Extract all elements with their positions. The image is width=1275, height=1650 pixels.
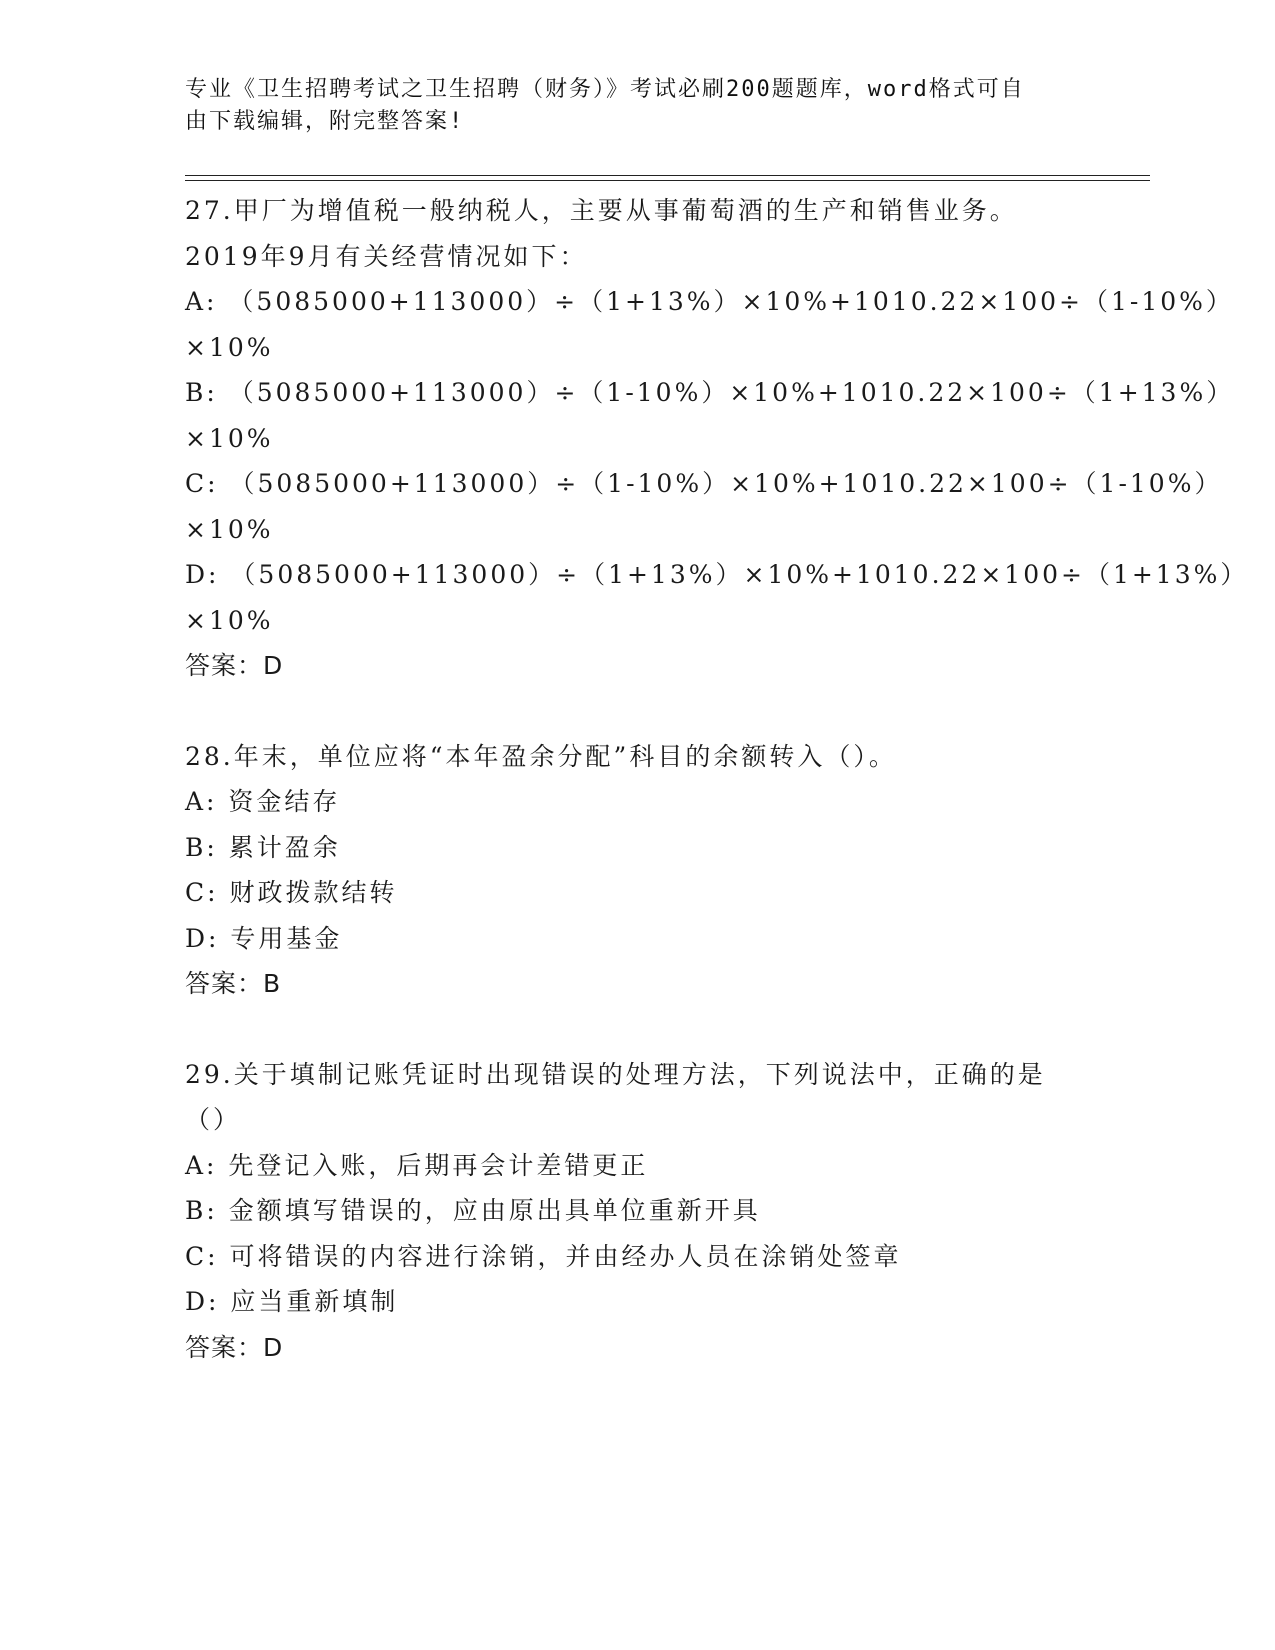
- option-c: C: 财政拨款结转: [185, 878, 398, 907]
- question-spacer: [185, 1007, 1085, 1052]
- option-b: B: 金额填写错误的，应由原出具单位重新开具: [185, 1196, 761, 1225]
- option-a: A: （5085000+113000）÷（1+13%）×10%+1010.22×100÷（1-10%）: [185, 287, 1234, 316]
- question-stem-line: 2019年9月有关经营情况如下：: [185, 241, 588, 271]
- question-stem-line: （）: [185, 1105, 242, 1134]
- document-header: [185, 74, 1065, 138]
- option-a: A: 资金结存: [185, 787, 341, 816]
- question-stem-line: 29.关于填制记账凭证时出现错误的处理方法，下列说法中，正确的是: [185, 1059, 1046, 1089]
- header-divider-bottom: [185, 180, 1150, 181]
- question-29: [185, 1052, 1085, 1371]
- option-b: B: （5085000+113000）÷（1-10%）×10%+1010.22×100÷（1+13%）: [185, 378, 1235, 407]
- option-b: B: 累计盈余: [185, 832, 341, 862]
- option-d: D: 应当重新填制: [185, 1287, 399, 1316]
- question-27: [185, 188, 1249, 689]
- option-a-continuation: ×10%: [185, 332, 274, 362]
- option-c: C: （5085000+113000）÷（1-10%）×10%+1010.22×100÷（1-10%）: [185, 469, 1223, 498]
- option-b-continuation: ×10%: [185, 423, 274, 453]
- header-line-2: 由下载编辑，附完整答案!: [185, 109, 465, 134]
- question-list: [185, 188, 1249, 1370]
- option-c-continuation: ×10%: [185, 514, 274, 544]
- header-divider-top: [185, 175, 1150, 176]
- question-stem-line: 27.甲厂为增值税一般纳税人，主要从事葡萄酒的生产和销售业务。: [185, 196, 1018, 225]
- answer-label: 答案：B: [185, 969, 282, 998]
- header-line-1: 专业《卫生招聘考试之卫生招聘（财务）》考试必刷200题题库，word格式可自: [185, 77, 1025, 102]
- option-a: A: 先登记入账，后期再会计差错更正: [185, 1150, 649, 1180]
- question-spacer: [185, 689, 1085, 734]
- answer-label: 答案：D: [185, 651, 284, 680]
- option-d: D: （5085000+113000）÷（1+13%）×10%+1010.22×100÷（1+13%）: [185, 560, 1249, 589]
- option-d: D: 专用基金: [185, 923, 343, 953]
- option-d-continuation: ×10%: [185, 605, 274, 635]
- question-stem-line: 28.年末，单位应将“本年盈余分配”科目的余额转入（）。: [185, 741, 897, 771]
- option-c: C: 可将错误的内容进行涂销，并由经办人员在涂销处签章: [185, 1241, 902, 1271]
- answer-label: 答案：D: [185, 1332, 284, 1362]
- question-28: [185, 734, 1085, 1007]
